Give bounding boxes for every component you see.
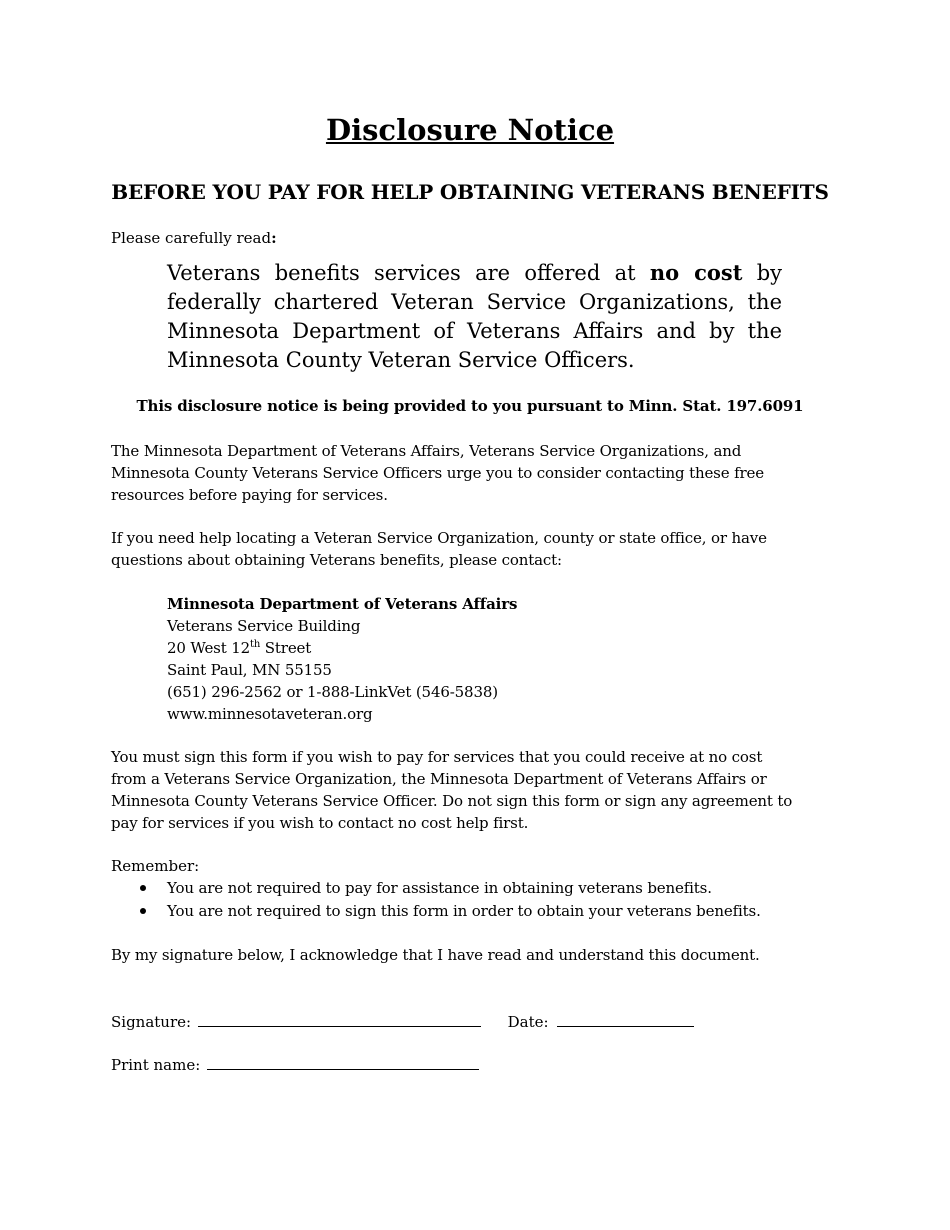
signature-label: Signature: bbox=[111, 1013, 192, 1031]
contact-website: www.minnesotaveteran.org bbox=[167, 705, 373, 723]
paragraph-free-resources bbox=[111, 440, 829, 506]
list-item-text: You are not required to sign this form in order to obtain your veterans benefits. bbox=[167, 902, 761, 920]
no-cost-notice bbox=[167, 258, 782, 375]
contact-city: Saint Paul, MN 55155 bbox=[167, 661, 332, 679]
contact-street bbox=[167, 637, 517, 659]
document-title: Disclosure Notice bbox=[325, 113, 615, 147]
paragraph-line: from a Veterans Service Organization, the Minnesota Department of Veterans Affairs or bbox=[111, 770, 767, 788]
list-item bbox=[139, 900, 761, 923]
document-subtitle: BEFORE YOU PAY FOR HELP OBTAINING VETERANS BENEFITS bbox=[111, 180, 829, 204]
print-name-row bbox=[111, 1053, 479, 1076]
paragraph-line: Minnesota County Veterans Service Officer. Do not sign this form or sign any agreement to bbox=[111, 792, 793, 810]
list-item-text: You are not required to pay for assistance in obtaining veterans benefits. bbox=[167, 879, 712, 897]
contact-address-block bbox=[167, 593, 517, 725]
acknowledgement-text: By my signature below, I acknowledge that I have read and understand this document. bbox=[111, 946, 760, 964]
print-name-field[interactable] bbox=[207, 1053, 479, 1070]
lead-in-colon: : bbox=[271, 229, 277, 247]
no-cost-emphasis: no cost bbox=[649, 260, 743, 285]
bullet-icon bbox=[140, 885, 146, 891]
remember-list bbox=[139, 877, 761, 923]
paragraph-line: questions about obtaining Veterans benefits, please contact: bbox=[111, 551, 562, 569]
signature-field[interactable] bbox=[198, 1010, 481, 1027]
acknowledgement bbox=[111, 944, 829, 966]
bullet-icon bbox=[140, 908, 146, 914]
paragraph-line: resources before paying for services. bbox=[111, 486, 388, 504]
no-cost-notice-before: Veterans benefits services are offered at bbox=[167, 261, 650, 285]
contact-phone: (651) 296-2562 or 1-888-LinkVet (546-5838) bbox=[167, 683, 498, 701]
street-name: Street bbox=[260, 639, 312, 657]
list-item bbox=[139, 877, 761, 900]
paragraph-line: You must sign this form if you wish to pay for services that you could receive at no cost bbox=[111, 748, 763, 766]
lead-in-text: Please carefully read bbox=[111, 229, 272, 247]
paragraph-line: pay for services if you wish to contact no cost help first. bbox=[111, 814, 529, 832]
paragraph-sign-requirement bbox=[111, 746, 829, 834]
no-cost-notice-after: by federally chartered Veteran Service Organizations, the Minnesota Department of Veterans Affairs and by the Minnesota County Veteran Service Officers. bbox=[167, 261, 783, 372]
street-ordinal: th bbox=[250, 639, 261, 650]
paragraph-line: Minnesota County Veterans Service Officers urge you to consider contacting these free bbox=[111, 464, 764, 482]
contact-building: Veterans Service Building bbox=[167, 617, 361, 635]
paragraph-contact-help bbox=[111, 527, 829, 571]
paragraph-line: If you need help locating a Veteran Service Organization, county or state office, or have bbox=[111, 529, 767, 547]
print-name-label: Print name: bbox=[111, 1056, 201, 1074]
contact-organization: Minnesota Department of Veterans Affairs bbox=[167, 595, 518, 613]
lead-in bbox=[111, 227, 277, 249]
paragraph-line: The Minnesota Department of Veterans Affairs, Veterans Service Organizations, and bbox=[111, 442, 742, 460]
statute-notice: This disclosure notice is being provided to you pursuant to Minn. Stat. 197.6091 bbox=[136, 397, 804, 415]
signature-row bbox=[111, 1010, 694, 1033]
street-number: 20 West 12 bbox=[167, 639, 251, 657]
remember-label: Remember: bbox=[111, 857, 200, 875]
date-field[interactable] bbox=[557, 1010, 694, 1027]
date-label: Date: bbox=[507, 1013, 549, 1031]
